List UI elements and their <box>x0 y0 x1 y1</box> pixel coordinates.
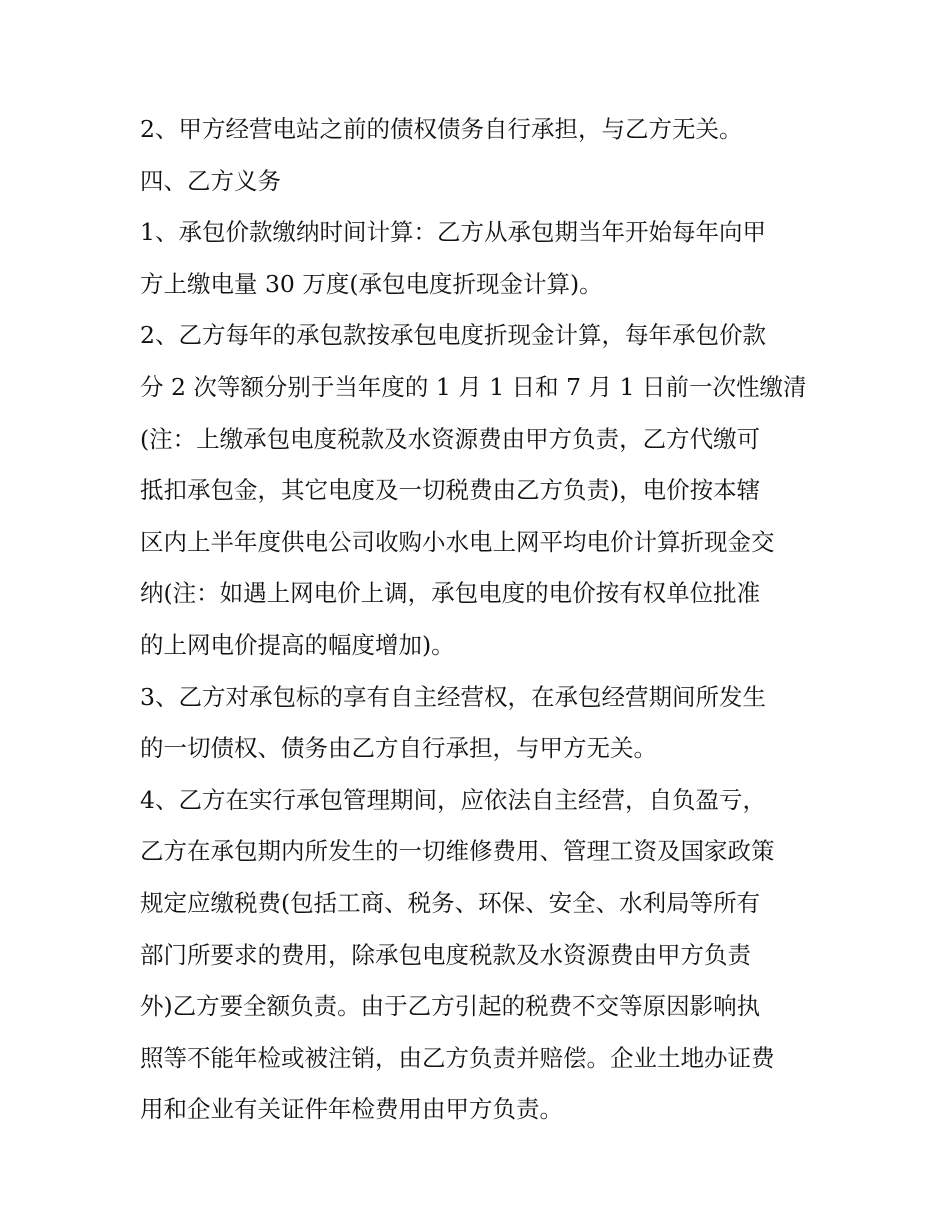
text-line: 外)乙方要全额负责。由于乙方引起的税费不交等原因影响执 <box>140 992 761 1021</box>
text-line: (注：上缴承包电度税款及水资源费由甲方负责，乙方代缴可 <box>140 424 761 453</box>
text-line: 照等不能年检或被注销，由乙方负责并赔偿。企业土地办证费 <box>140 1043 775 1072</box>
text-line: 方上缴电量 30 万度(承包电度折现金计算)。 <box>140 269 603 298</box>
text-line: 的上网电价提高的幅度增加)。 <box>140 630 455 659</box>
text-line: 纳(注：如遇上网电价上调，承包电度的电价按有权单位批准 <box>140 579 761 608</box>
text-line: 区内上半年度供电公司收购小水电上网平均电价计算折现金交 <box>140 527 775 556</box>
text-line: 2、甲方经营电站之前的债权债务自行承担，与乙方无关。 <box>140 115 743 143</box>
text-line: 4、乙方在实行承包管理期间，应依法自主经营，自负盈亏， <box>140 785 766 814</box>
text-line: 抵扣承包金，其它电度及一切税费由乙方负责)，电价按本辖 <box>140 476 761 505</box>
text-line: 规定应缴税费(包括工商、税务、环保、安全、水利局等所有 <box>140 888 761 917</box>
text-line: 3、乙方对承包标的享有自主经营权，在承包经营期间所发生 <box>140 682 766 711</box>
text-line: 部门所要求的费用，除承包电度税款及水资源费由甲方负责 <box>140 940 751 969</box>
text-line: 1、承包价款缴纳时间计算：乙方从承包期当年开始每年向甲 <box>140 218 766 247</box>
text-line: 2、乙方每年的承包款按承包电度折现金计算，每年承包价款 <box>140 321 766 350</box>
text-line: 乙方在承包期内所发生的一切维修费用、管理工资及国家政策 <box>140 837 775 866</box>
text-line: 的一切债权、债务由乙方自行承担，与甲方无关。 <box>140 734 657 763</box>
document-body <box>140 104 820 1136</box>
text-line: 分 2 次等额分别于当年度的 1 月 1 日和 7 月 1 日前一次性缴清 <box>140 372 807 401</box>
text-line: 用和企业有关证件年检费用由甲方负责。 <box>140 1095 563 1124</box>
section-heading: 四、乙方义务 <box>140 166 281 195</box>
